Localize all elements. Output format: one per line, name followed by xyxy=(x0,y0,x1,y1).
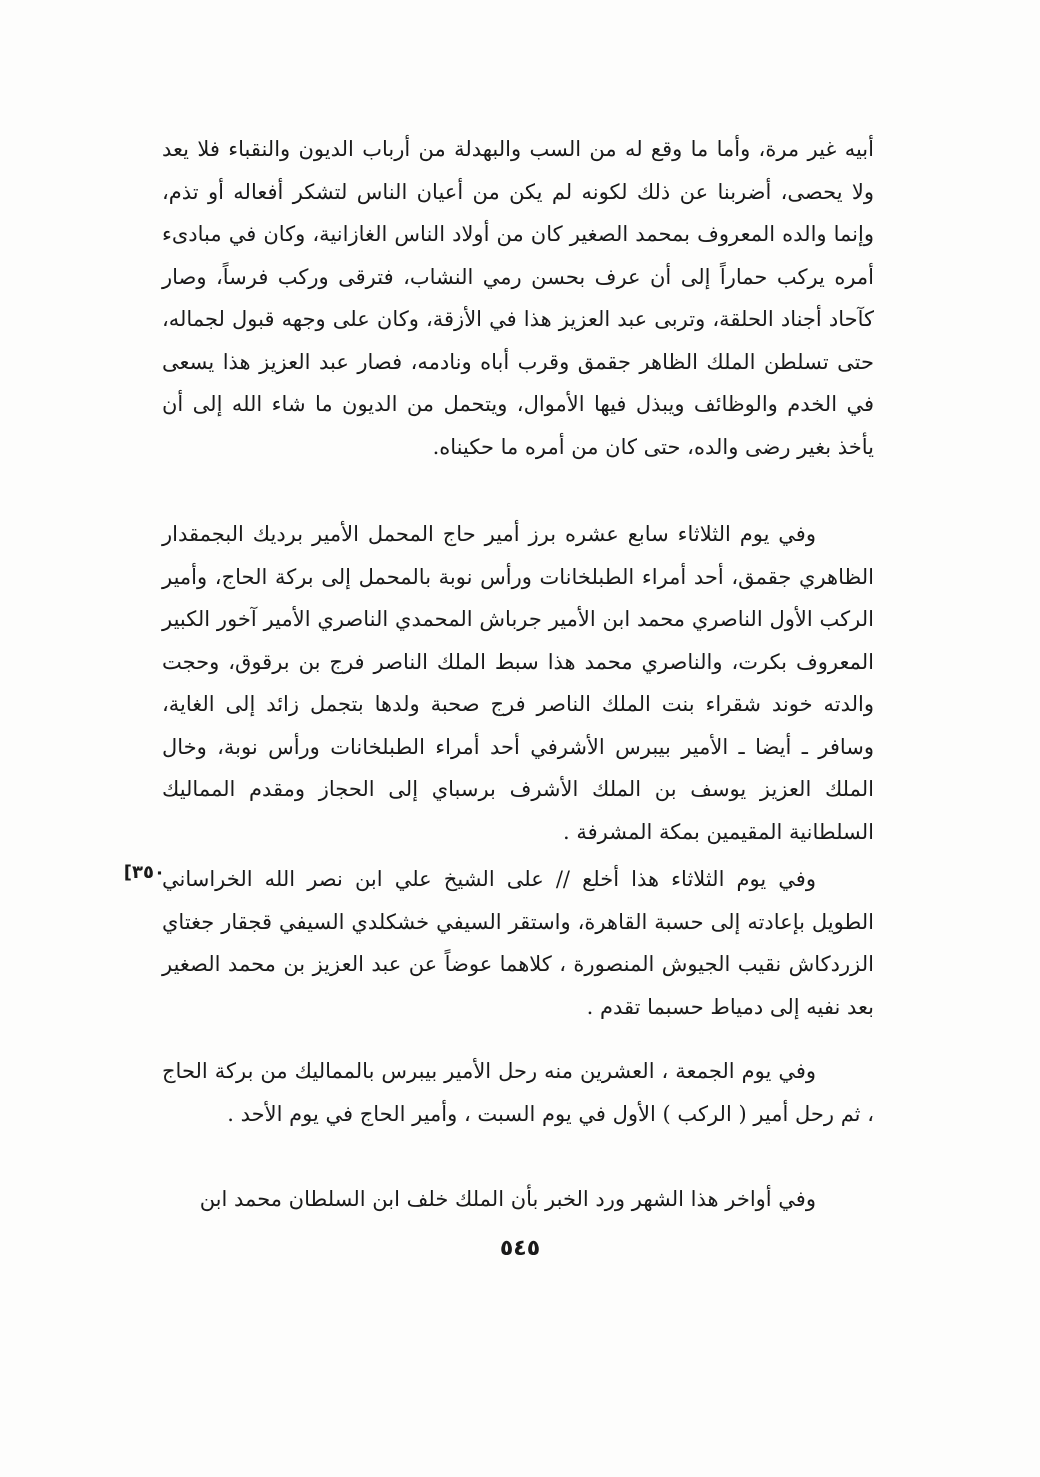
page-number: ٥٤٥ xyxy=(499,1236,541,1261)
paragraph-3: وفي يوم الثلاثاء هذا أخلع // على الشيخ علي ابن نصر الله الخراساني الطويل بإعادته إلى حسبة القاهرة، واستقر السيفي خشكلدي السيفي قجقار جغتاي الزردكاش نقيب الجيوش المنصورة ، كلاهما عوضاً عن عبد العزيز بن محمد الصغير بعد نفيه إلى دمياط حسبما تقدم . xyxy=(162,867,874,1019)
paragraph-2: وفي يوم الثلاثاء سابع عشره برز أمير حاج المحمل الأمير برديك البجمقدار الظاهري جقمق، أحد أمراء الطبلخانات ورأس نوبة بالمحمل إلى بركة الحاج، وأمير الركب الأول الناصري محمد ابن الأمير جرباش المحمدي الناصري الأمير آخور الكبير المعروف بكرت، والناصري محمد هذا سبط الملك الناصر فرج بن برقوق، وحجت والدته خوند شقراء بنت الملك الناصر فرج صحبة ولدها بتجمل زائد إلى الغاية، وسافر ـ أيضا ـ الأمير بيبرس الأشرفي أحد أمراء الطبلخانات ورأس نوبة، وخال الملك العزيز يوسف بن الملك الأشرف برسباي إلى الحجاز ومقدم المماليك السلطانية المقيمين بمكة المشرفة . xyxy=(162,522,874,844)
body-text-block xyxy=(162,858,874,1028)
paragraph-4: وفي يوم الجمعة ، العشرين منه رحل الأمير بيبرس بالمماليك من بركة الحاج ، ثم رحل أمير ( الركب ) الأول في يوم السبت ، وأمير الحاج في يوم الأحد . xyxy=(162,1059,874,1126)
body-text-block xyxy=(162,128,874,468)
paragraph-5: وفي أواخر هذا الشهر ورد الخبر بأن الملك خلف ابن السلطان محمد ابن xyxy=(199,1187,816,1211)
body-text-block xyxy=(162,1050,874,1135)
body-text-block xyxy=(162,513,874,853)
body-text-block xyxy=(162,1178,874,1221)
marginal-page-reference: [٣٥٠ xyxy=(123,862,165,883)
paragraph-1: أبيه غير مرة، وأما ما وقع له من السب والبهدلة من أرباب الديون والنقباء فلا يعد ولا يحصى، أضربنا عن ذلك لكونه لم يكن من أعيان الناس لتشكر أفعاله أو تذم، وإنما والده المعروف بمحمد الصغير كان من أولاد الناس الغازانية، وكان في مبادىء أمره يركب حماراً إلى أن عرف بحسن رمي النشاب، فترقى وركب فرساً، وصار كآحاد أجناد الحلقة، وتربى عبد العزيز هذا في الأزقة، وكان على وجهه قبول لجماله، حتى تسلطن الملك الظاهر جقمق وقرب أباه ونادمه، فصار عبد العزيز هذا يسعى في الخدم والوظائف ويبذل فيها الأموال، ويتحمل من الديون ما شاء الله إلى أن يأخذ بغير رضى والده، حتى كان من أمره ما حكيناه. xyxy=(162,137,874,459)
